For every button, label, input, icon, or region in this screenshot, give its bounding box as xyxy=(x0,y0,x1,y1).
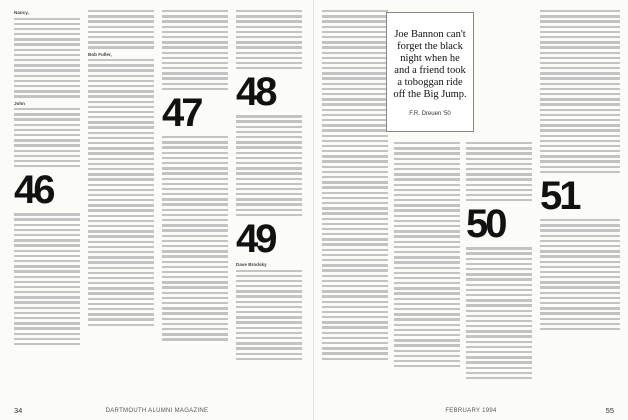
class-note-name: John xyxy=(14,100,25,106)
class-note-name: Bob Fuller, xyxy=(88,51,112,57)
magazine-footer: DARTMOUTH ALUMNI MAGAZINE xyxy=(105,408,209,414)
column-7 xyxy=(466,142,532,382)
class-year-numeral: 46 xyxy=(14,168,53,213)
column-3 xyxy=(162,10,228,344)
class-year-numeral: 51 xyxy=(540,174,579,218)
class-note-name: Nancy, xyxy=(14,10,29,15)
column-5 xyxy=(322,10,388,363)
class-year-numeral: 48 xyxy=(236,70,275,115)
column-1 xyxy=(14,10,80,348)
column-2 xyxy=(88,10,154,329)
class-year-numeral: 50 xyxy=(466,202,505,247)
class-year-numeral: 47 xyxy=(162,91,201,135)
pull-quote-box xyxy=(386,12,474,132)
page-number: 55 xyxy=(605,406,614,415)
column-8 xyxy=(540,10,620,333)
column-4 xyxy=(236,10,302,363)
class-year-numeral: 49 xyxy=(236,217,275,261)
magazine-footer: FEBRUARY 1994 xyxy=(445,408,497,414)
pull-quote-attribution: F.R. Dreuen '50 xyxy=(409,111,451,117)
column-6 xyxy=(394,142,460,370)
pull-quote-text: Joe Bannon can't forget the black night when he and a friend took a toboggan ride off the Big Jump. xyxy=(393,29,467,100)
page-number: 34 xyxy=(14,406,23,415)
class-note-name: Dave Brodsky xyxy=(236,262,267,267)
